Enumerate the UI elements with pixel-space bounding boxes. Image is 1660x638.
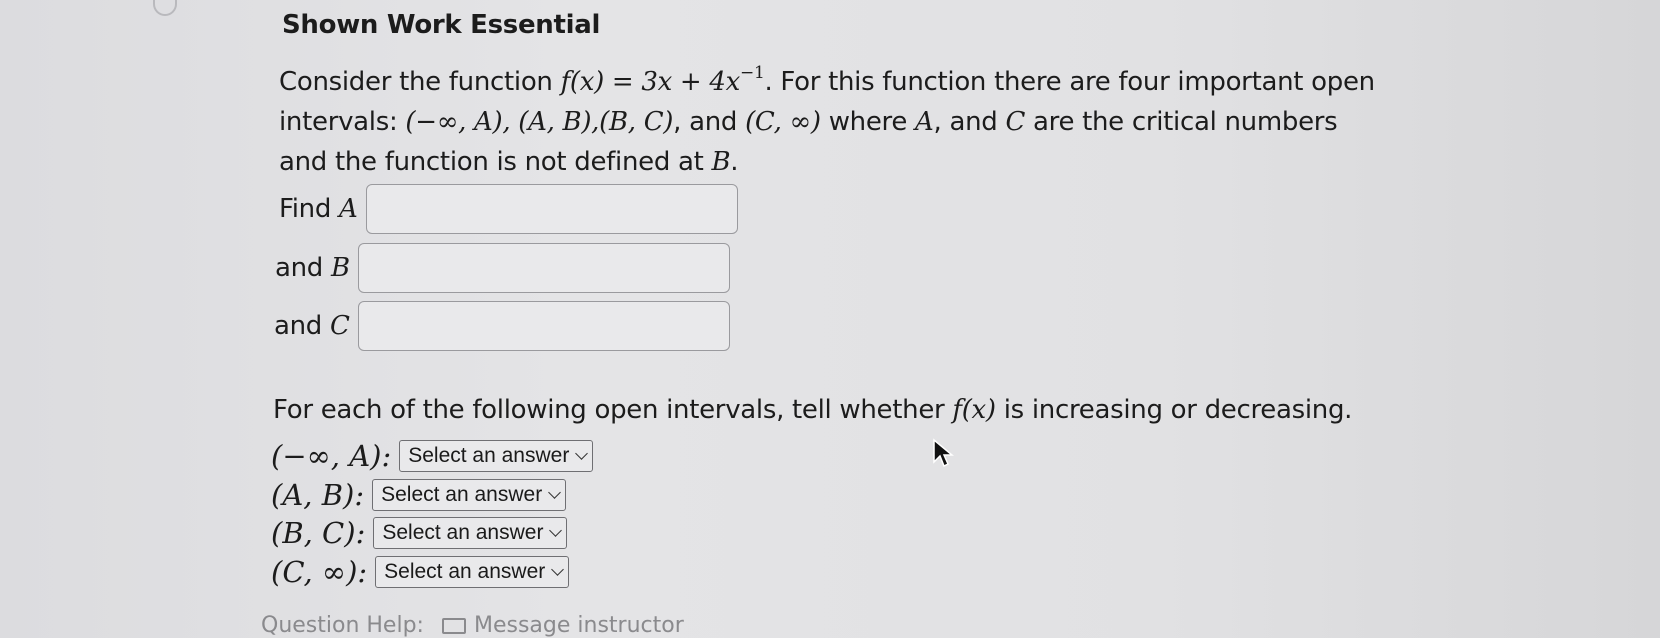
- answer-row-c: [274, 301, 730, 351]
- function-expression: f(x) = 3x + 4x: [560, 67, 740, 97]
- answer-b-input[interactable]: [358, 243, 730, 293]
- answer-a-input[interactable]: [366, 184, 738, 234]
- chevron-down-icon: [550, 524, 563, 537]
- interval-4-select[interactable]: [375, 556, 569, 588]
- and-c-label: and C: [274, 311, 350, 341]
- problem-line-1: Consider the function $f(x) = 3x + 4x^{-1}$. For this function there are four important open: [279, 63, 1375, 97]
- page-corner-decoration: [153, 0, 177, 16]
- select-value: Select an answer: [408, 444, 570, 467]
- question-title: Shown Work Essential: [282, 10, 601, 40]
- problem-statement: [279, 62, 1479, 182]
- interval-label-3: (B, C):: [271, 516, 366, 550]
- interval-2-select[interactable]: [372, 479, 566, 511]
- interval-label-2: (A, B):: [271, 478, 365, 512]
- function-name: f(x): [952, 395, 996, 425]
- interval-label-1: (−∞, A):: [271, 439, 392, 473]
- mouse-cursor-icon: [932, 438, 954, 468]
- interval-row-4: [271, 555, 569, 589]
- find-a-label: Find A: [279, 194, 358, 224]
- and-b-label: and B: [275, 253, 350, 283]
- last-interval-expression: (C, ∞): [745, 107, 821, 137]
- chevron-down-icon: [548, 486, 561, 499]
- select-value: Select an answer: [382, 521, 544, 544]
- chevron-down-icon: [575, 447, 588, 460]
- interval-row-3: [271, 516, 567, 550]
- chevron-down-icon: [551, 563, 564, 576]
- intervals-expression: (−∞, A), (A, B),(B, C): [405, 107, 674, 137]
- interval-row-1: [271, 439, 593, 473]
- answer-c-input[interactable]: [358, 301, 730, 351]
- interval-row-2: [271, 478, 566, 512]
- problem-line-2: intervals: (−∞, A), (A, B),(B, C), and (C, ∞) where A, and C are the critical numbers: [279, 107, 1338, 137]
- answer-row-b: [275, 243, 730, 293]
- envelope-icon: [442, 618, 466, 634]
- monotonicity-question: For each of the following open intervals, tell whether f(x) is increasing or decreasing.: [273, 395, 1353, 425]
- interval-1-select[interactable]: [399, 440, 593, 472]
- interval-3-select[interactable]: [373, 517, 567, 549]
- select-value: Select an answer: [384, 560, 546, 583]
- answer-row-a: [279, 184, 738, 234]
- problem-line-3: and the function is not defined at B.: [279, 147, 739, 177]
- select-value: Select an answer: [381, 483, 543, 506]
- message-instructor-link[interactable]: Message instructor: [473, 613, 684, 638]
- question-help: [261, 613, 684, 638]
- interval-label-4: (C, ∞):: [271, 555, 368, 589]
- question-help-label: Question Help:: [261, 613, 424, 638]
- function-exponent: −1: [740, 63, 765, 83]
